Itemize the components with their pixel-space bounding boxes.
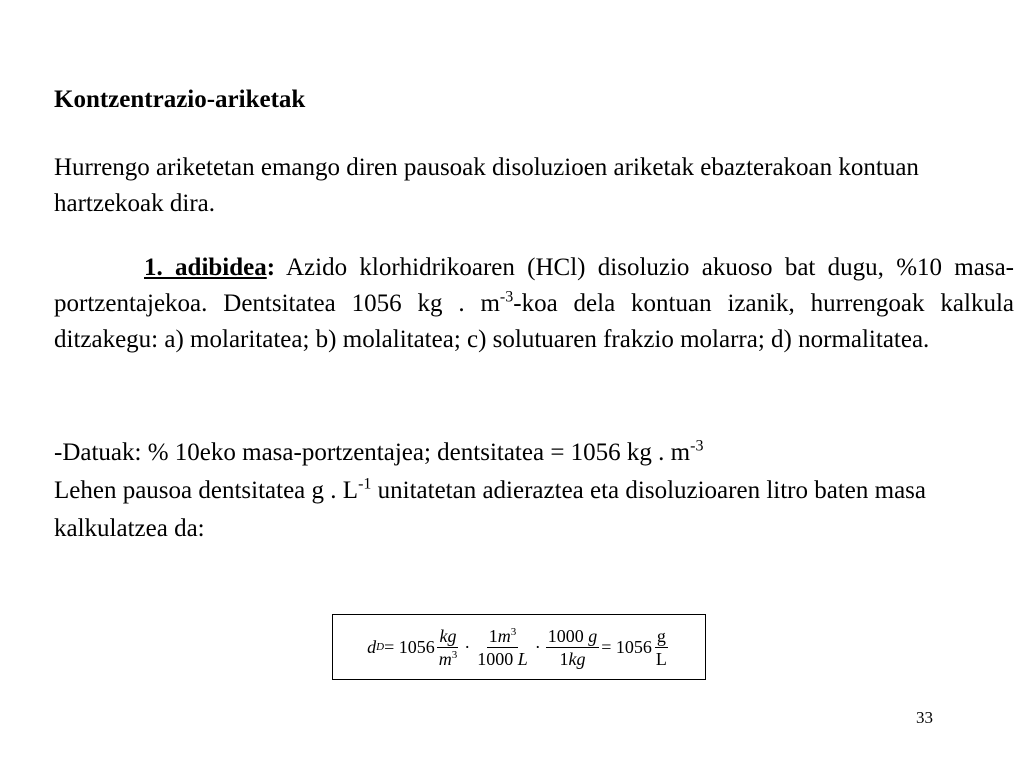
frac2-num-a: 1 <box>488 625 498 646</box>
page-number: 33 <box>916 708 933 727</box>
frac2-denominator <box>475 648 530 670</box>
formula-fraction-2 <box>475 625 530 670</box>
example-colon: : <box>266 254 276 281</box>
example-text-a: Azido klorhidrikoaren (HCl) disoluzio akuoso bat dugu, %10 masa-portzentajekoa. Dentsitatea 1056 kg . m <box>54 254 1014 317</box>
frac1-den-exp: 3 <box>451 648 458 661</box>
data-line2-a: Lehen pausoa dentsitatea g . L <box>54 477 359 504</box>
data-line2-b: unitatetan adieraztea eta disoluzioaren litro baten masa kalkulatzea da: <box>54 477 926 542</box>
multiply-dot-1: · <box>464 636 471 657</box>
frac3-numerator <box>546 625 600 648</box>
data-line1-exponent: -3 <box>690 437 704 455</box>
formula-eq2: = 1056 <box>601 636 652 657</box>
frac2-num-exp: 3 <box>510 625 517 638</box>
example-label: 1. adibidea <box>144 254 267 281</box>
formula-lhs-var: d <box>367 636 377 657</box>
frac1-numerator: kg <box>439 625 457 646</box>
frac1-den-base: m <box>438 648 452 669</box>
frac3-den-a: 1 <box>559 648 569 669</box>
frac2-num-var: m <box>497 625 511 646</box>
frac3-num-a: 1000 <box>547 625 589 646</box>
frac2-numerator <box>487 625 519 648</box>
frac1-denominator <box>437 648 460 670</box>
data-line1: -Datuak: % 10eko masa-portzentajea; dentsitatea = 1056 kg . m <box>54 439 691 466</box>
example-paragraph <box>54 250 1014 358</box>
intro-paragraph: Hurrengo ariketetan emango diren pausoak disoluzioen ariketak ebazterakoan kontuan hartzekoak dira. <box>54 154 919 217</box>
data-line2-exponent: -1 <box>358 475 372 493</box>
frac3-num-var: g <box>588 625 598 646</box>
formula-eq1: = 1056 <box>384 636 435 657</box>
frac2-den-a: 1000 <box>477 648 518 669</box>
formula-fraction-3 <box>546 625 600 670</box>
frac4-numerator: g <box>656 625 666 646</box>
example-exponent: -3 <box>499 288 514 306</box>
density-formula: d D = 1056 $\frac{kg}{m^3}$ · $\frac{1m^3}{1000 L}$ · $\frac{1000 g}{1kg}$ = 1056 $\frac{g}{L}$ <box>332 614 706 680</box>
frac4-denominator: L <box>655 648 667 669</box>
slide-title: Kontzentrazio-ariketak <box>54 86 306 113</box>
formula-fraction-1 <box>437 625 460 670</box>
frac3-denominator <box>557 648 587 670</box>
data-paragraph <box>54 434 984 548</box>
formula-fraction-4 <box>654 625 669 670</box>
multiply-dot-2: · <box>534 636 541 657</box>
frac3-den-var: kg <box>568 648 586 669</box>
frac2-den-var: L <box>517 648 528 669</box>
example-text-b: -koa dela kontuan izanik, hurrengoak kalkula ditzakegu: a) molaritatea; b) molalitatea; c) solutuaren frakzio molarra; d) normalitatea. <box>54 290 1014 353</box>
